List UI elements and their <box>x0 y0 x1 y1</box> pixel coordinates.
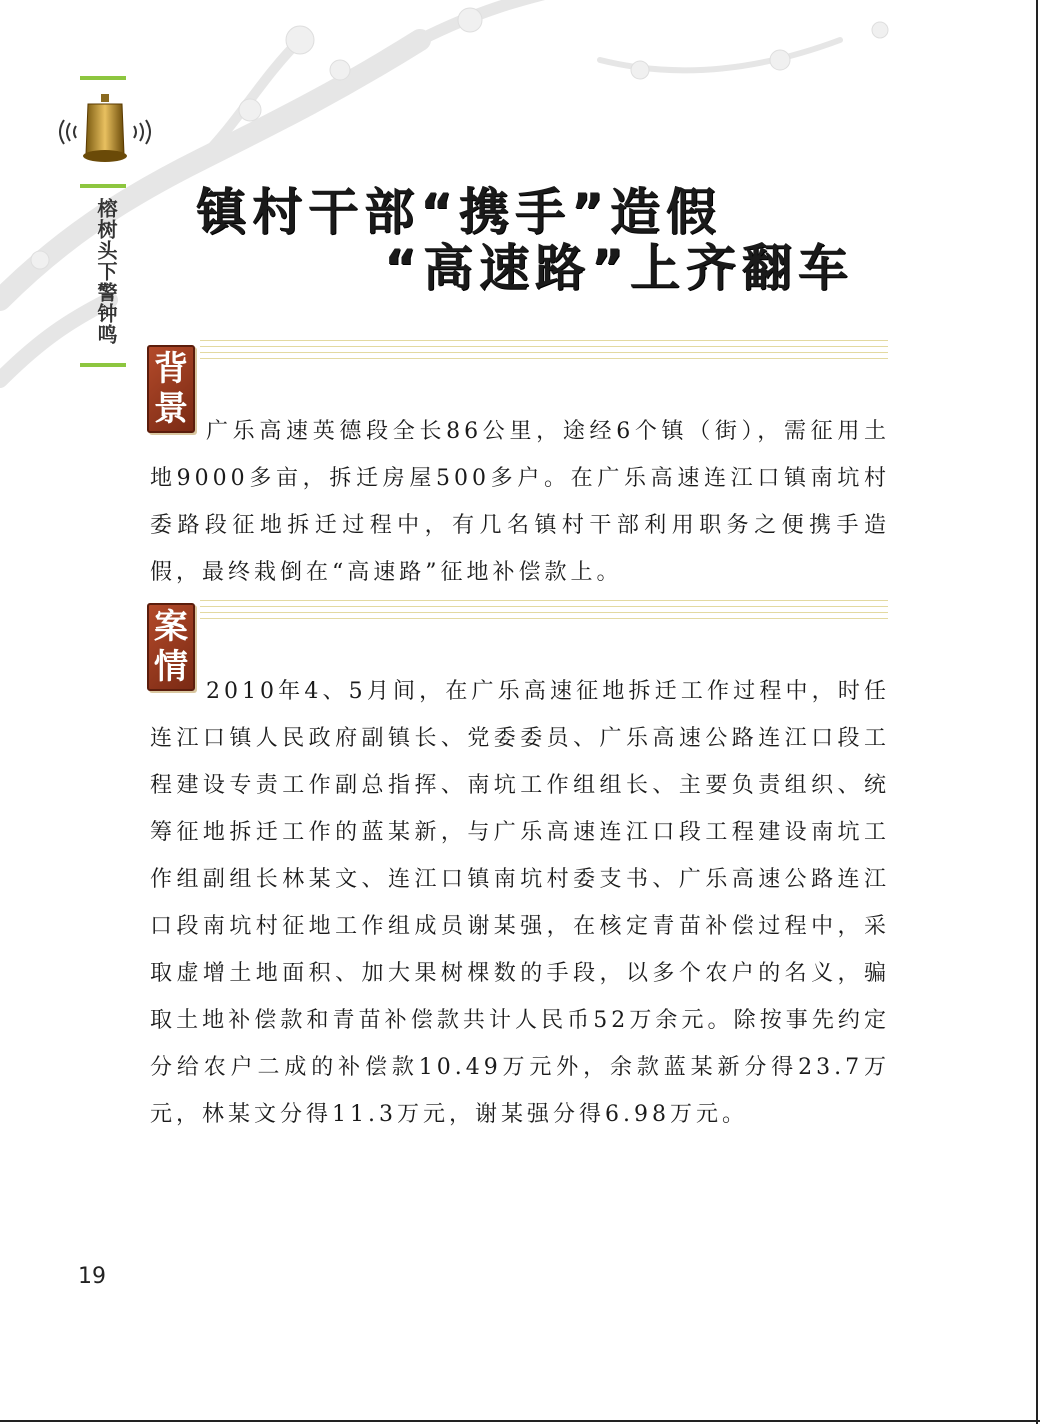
page-title-line-1: 镇村干部“携手”造假 <box>196 183 722 241</box>
section-divider-lines <box>200 600 888 630</box>
accent-rule-top <box>80 76 126 80</box>
page-title-line-2: “高速路”上齐翻车 <box>384 239 854 297</box>
page-edge <box>1036 0 1038 1424</box>
section-tag-label: 背 景 <box>154 349 188 429</box>
side-series-title: 榕树头下警钟鸣 <box>94 198 118 345</box>
accent-rule-bottom <box>80 363 126 367</box>
accent-rule-middle <box>80 184 126 188</box>
bell-icon <box>50 92 160 172</box>
page-number: 19 <box>78 1264 106 1289</box>
section-divider-lines <box>200 340 888 370</box>
section-background-text: 广乐高速英德段全长86公里，途经6个镇（街），需征用土地9000多亩，拆迁房屋500多户。在广乐高速连江口镇南坑村委路段征地拆迁过程中，有几名镇村干部利用职务之便携手造假，最终栽倒在“高速路”征地补偿款上。 <box>150 419 890 585</box>
section-case-text: 2010年4、5月间，在广乐高速征地拆迁工作过程中，时任连江口镇人民政府副镇长、党委委员、广乐高速公路连江口段工程建设专责工作副总指挥、南坑工作组组长、主要负责组织、统筹征地拆迁工作的蓝某新，与广乐高速连江口段工程建设南坑工作组副组长林某文、连江口镇南坑村委支书、广乐高速公路连江口段南坑村征地工作组成员谢某强，在核定青苗补偿过程中，采取虚增土地面积、加大果树棵数的手段，以多个农户的名义，骗取土地补偿款和青苗补偿款共计人民币52万余元。除按事先约定分给农户二成的补偿款10.49万元外，余款蓝某新分得23.7万元，林某文分得11.3万元，谢某强分得6.98万元。 <box>150 679 890 1127</box>
section-tag-label: 案 情 <box>154 607 188 687</box>
page-edge <box>0 1420 1040 1422</box>
